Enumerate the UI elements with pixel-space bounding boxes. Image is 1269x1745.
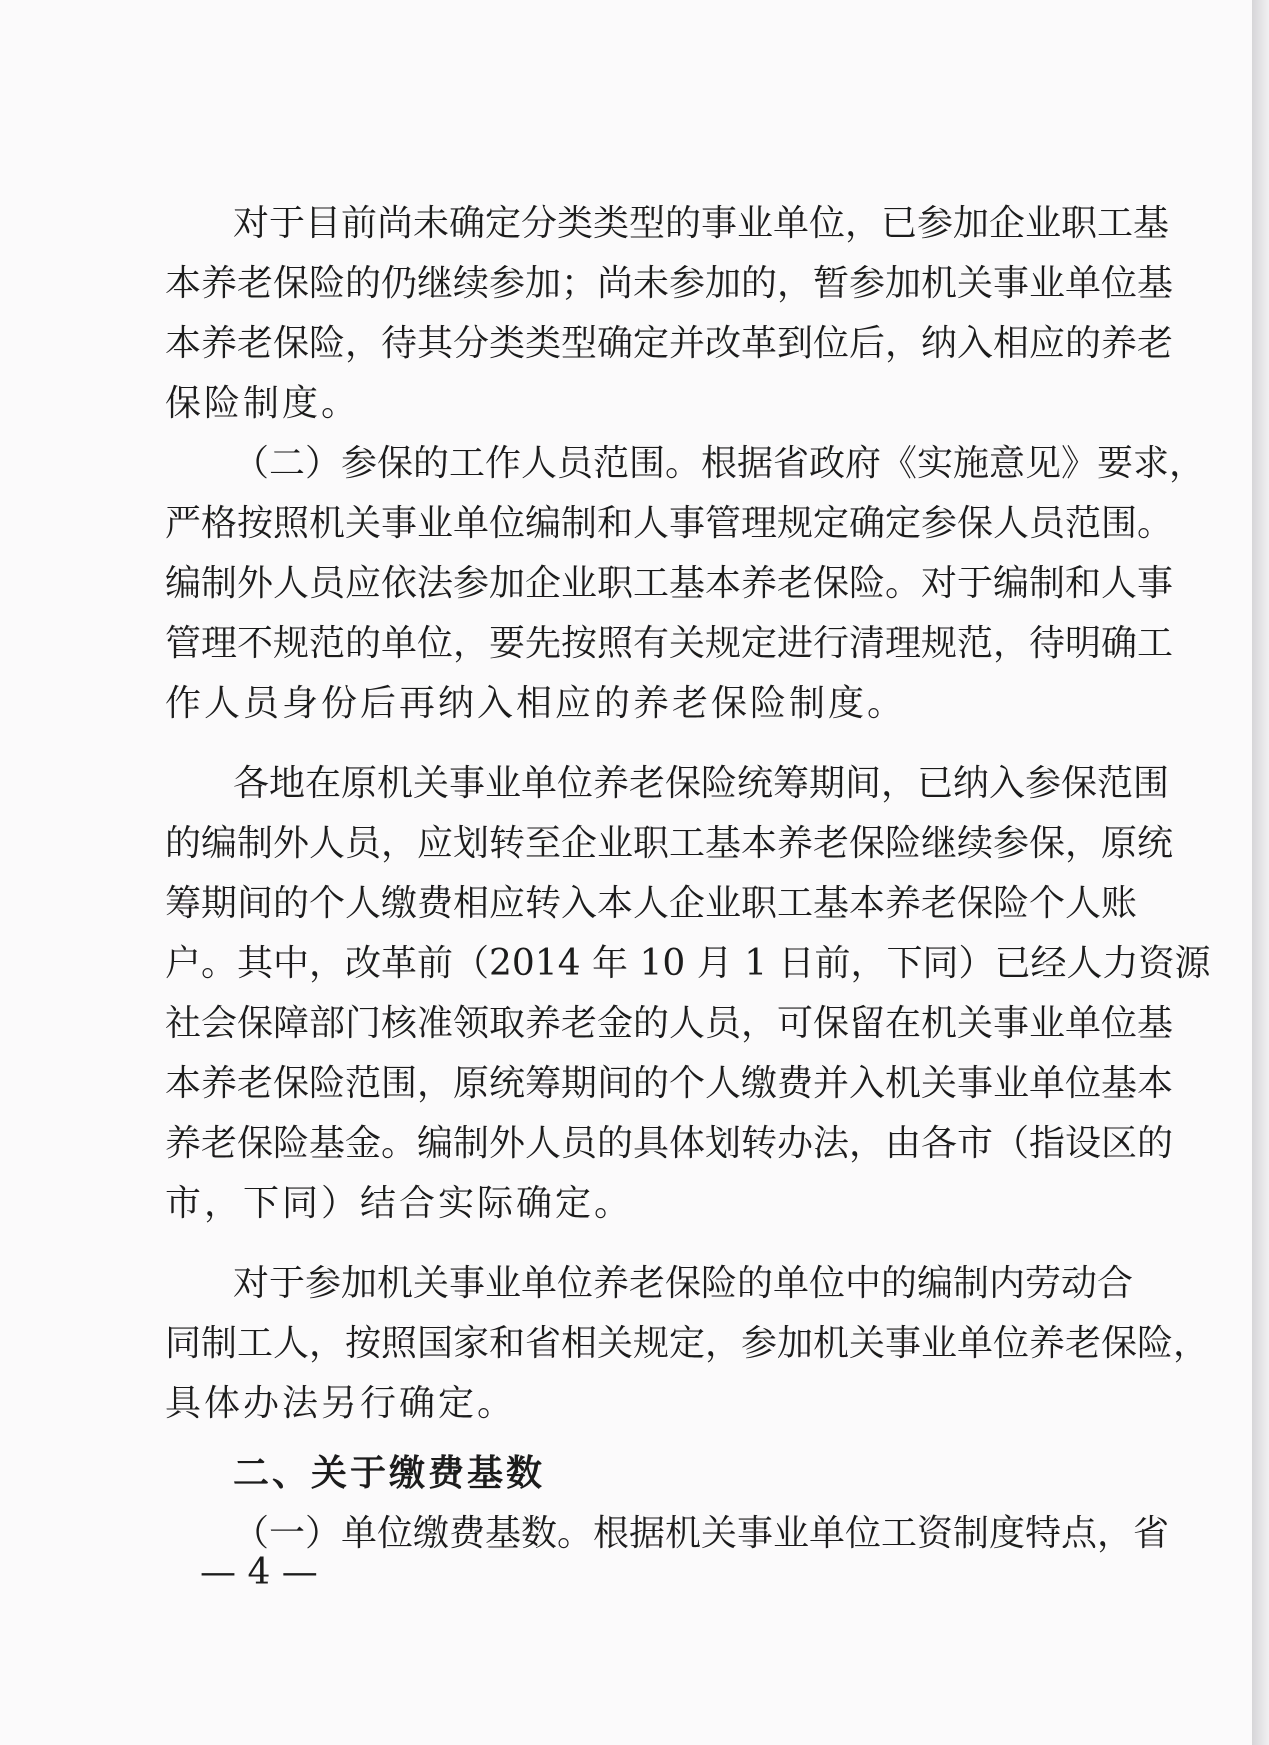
paper-edge	[1252, 0, 1269, 1745]
paragraph-line: 的编制外人员，应划转至企业职工基本养老保险继续参保，原统	[165, 823, 1174, 864]
paragraph-line: （一）单位缴费基数。根据机关事业单位工资制度特点，省	[233, 1513, 1170, 1554]
paragraph-line: 筹期间的个人缴费相应转入本人企业职工基本养老保险个人账	[165, 883, 1138, 924]
paragraph-line: 管理不规范的单位，要先按照有关规定进行清理规范，待明确工	[165, 623, 1174, 664]
paragraph-line: 本养老保险，待其分类类型确定并改革到位后，纳入相应的养老	[165, 323, 1174, 364]
section-heading: 二、关于缴费基数	[233, 1453, 546, 1494]
paragraph-line: 保险制度。	[165, 383, 361, 424]
paragraph-line: 养老保险基金。编制外人员的具体划转办法，由各市（指设区的	[165, 1123, 1174, 1164]
paragraph-line: 同制工人，按照国家和省相关规定，参加机关事业单位养老保险，	[165, 1323, 1210, 1364]
paragraph-line: 本养老保险的仍继续参加；尚未参加的，暂参加机关事业单位基	[165, 263, 1174, 304]
paragraph-line: 各地在原机关事业单位养老保险统筹期间，已纳入参保范围	[233, 763, 1170, 804]
paragraph-line: 编制外人员应依法参加企业职工基本养老保险。对于编制和人事	[165, 563, 1174, 604]
paragraph-line: 户。其中，改革前（2014 年 10 月 1 日前，下同）已经人力资源	[165, 943, 1211, 984]
paragraph-line: 对于参加机关事业单位养老保险的单位中的编制内劳动合	[233, 1263, 1134, 1304]
paragraph-line: 严格按照机关事业单位编制和人事管理规定确定参保人员范围。	[165, 503, 1174, 544]
paragraph-line: 对于目前尚未确定分类类型的事业单位，已参加企业职工基	[233, 203, 1170, 244]
paragraph-line: 本养老保险范围，原统筹期间的个人缴费并入机关事业单位基本	[165, 1063, 1174, 1104]
paragraph-line: 社会保障部门核准领取养老金的人员，可保留在机关事业单位基	[165, 1003, 1174, 1044]
page-number: — 4 —	[200, 1552, 318, 1593]
paragraph-line: 作人员身份后再纳入相应的养老保险制度。	[165, 683, 907, 724]
paragraph-line: 市，下同）结合实际确定。	[165, 1183, 634, 1224]
paragraph-line: （二）参保的工作人员范围。根据省政府《实施意见》要求，	[233, 443, 1206, 484]
paragraph-line: 具体办法另行确定。	[165, 1383, 517, 1424]
